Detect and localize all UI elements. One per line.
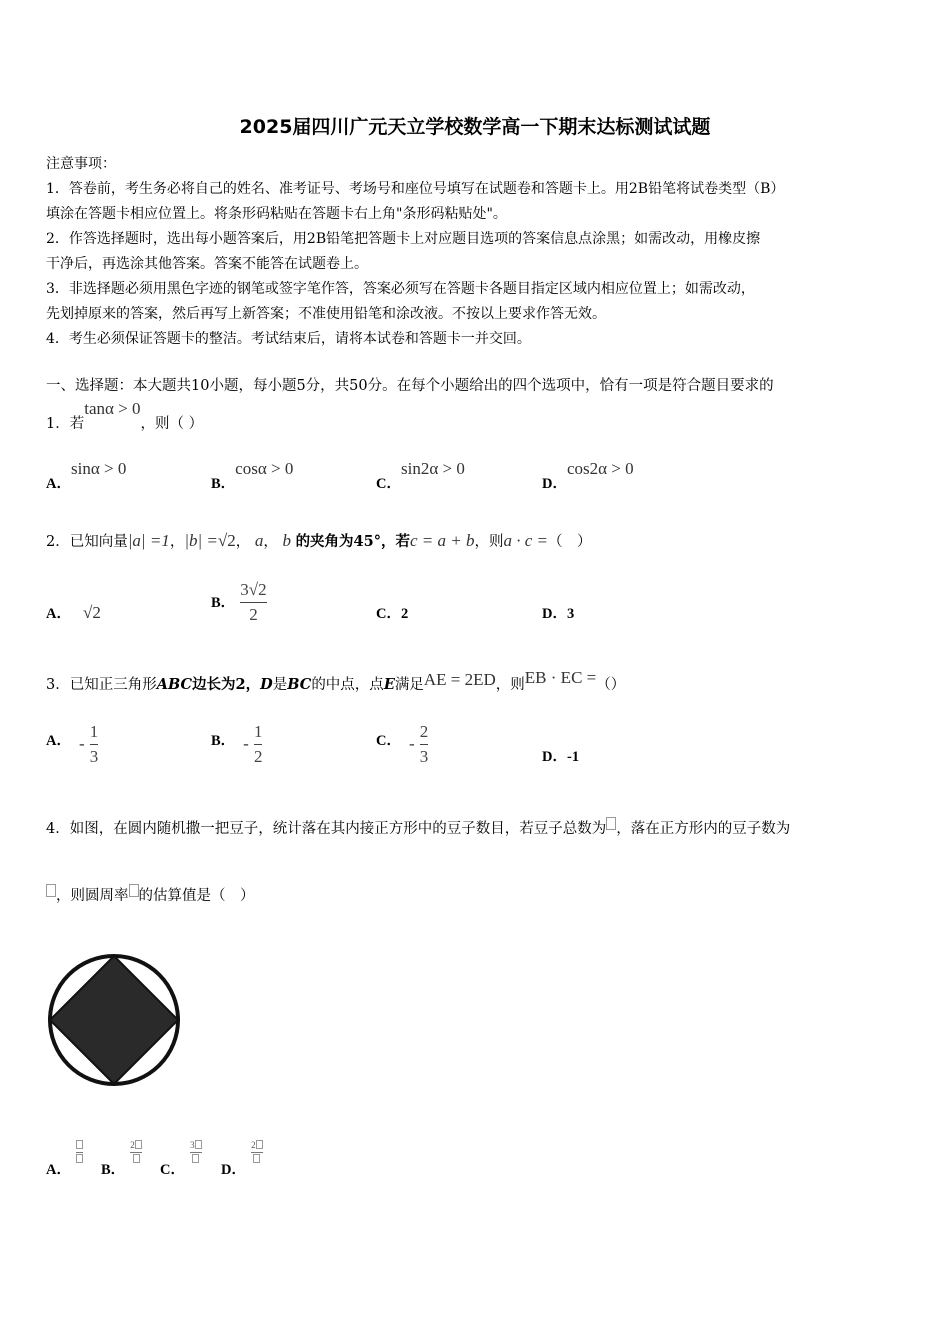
q3-option-c[interactable]: C． - $\frac{2}{3}$ [376,722,429,766]
q4-option-c[interactable]: C． 3 [160,1132,202,1163]
q2-option-d[interactable]: D．3 [542,606,575,622]
question-1-stem [46,399,204,433]
q1-condition: tanα > 0 [84,399,141,418]
notice-line: 注意事项： [46,156,116,172]
q1-option-d[interactable]: D．cos2α > 0 [542,459,634,492]
q3-option-b[interactable]: B． - $\frac{1}{2}$ [211,722,263,766]
notice-line: 1．答卷前，考生务必将自己的姓名、准考证号、考场号和座位号填写在试题卷和答题卡上。用2B铅笔将试卷类型（B） [46,181,785,197]
q4-option-a[interactable]: A． [46,1132,83,1163]
q2-option-c[interactable]: C．2 [376,606,409,622]
notice-block [46,152,916,352]
notice-line: 4．考生必须保证答题卡的整洁。考试结束后，请将本试卷和答题卡一并交回。 [46,331,531,347]
missing-glyph-icon [46,884,56,897]
missing-glyph-icon [253,1154,260,1163]
fraction: 2 [130,1140,142,1163]
q1-option-b[interactable]: B．cosα > 0 [211,459,294,492]
q3-option-a[interactable]: A． - $\frac{1}{3}$ [46,722,99,766]
question-4-stem-line1: 4．如图，在圆内随机撒一把豆子，统计落在其内接正方形中的豆子数目，若豆子总数为 ，落在正方形内的豆子数为 [46,817,790,838]
missing-glyph-icon [256,1140,263,1149]
q4-option-b[interactable]: B． 2 [101,1132,142,1163]
q1-tail: ，则（ ） [140,416,204,432]
missing-glyph-icon [195,1140,202,1149]
notice-line: 先划掉原来的答案，然后再写上新答案；不准使用铅笔和涂改液。不按以上要求作答无效。 [46,306,606,322]
q2-option-a[interactable]: A． √2 [46,603,101,622]
notice-line: 干净后，再选涂其他答案。答案不能答在试题卷上。 [46,256,368,272]
question-2-stem: 2．已知向量|a| =1，|b| =√2， a， b 的夹角为45°，若c = a + b，则a · c =（ ） [46,531,592,550]
missing-glyph-icon [129,884,139,897]
missing-glyph-icon [192,1154,199,1163]
notice-line: 2．作答选择题时，选出每小题答案后，用2B铅笔把答题卡上对应题目选项的答案信息点涂黑；如需改动，用橡皮擦 [46,231,761,247]
notice-line: 填涂在答题卡相应位置上。将条形码粘贴在答题卡右上角"条形码粘贴处"。 [46,206,507,222]
fraction: $\frac{1}{3}$ [89,722,99,766]
notice-line: 3．非选择题必须用黑色字迹的钢笔或签字笔作答，答案必须写在答题卡各题目指定区域内相应位置上；如需改动， [46,281,755,297]
q1-number: 1．若 [46,416,85,432]
fraction: $\frac{3√2}{2}$ [240,580,267,624]
q2-option-b[interactable]: B． $\frac{3√2}{2}$ [211,580,267,624]
fraction: $\frac{1}{2}$ [253,722,263,766]
fraction [76,1140,83,1163]
q2-a-norm: |a| =1 [127,531,170,550]
missing-glyph-icon [76,1140,83,1149]
q4-option-d[interactable]: D． 2 [221,1132,263,1163]
q2-b-norm: |b| = [184,531,218,550]
q2-dot-product: a · c = [503,531,549,550]
question-3-stem: 3．已知正三角形ABC边长为2，D是BC的中点，点E满足AE = 2ED，则EB · EC =（） [46,668,626,693]
q3-option-d[interactable]: D．-1 [542,749,580,765]
q2-c-definition: c = a + b [410,531,475,550]
missing-glyph-icon [133,1154,140,1163]
q3-expression: EB · EC = [524,668,597,687]
missing-glyph-icon [135,1140,142,1149]
missing-glyph-icon [76,1154,83,1163]
fraction: 2 [251,1140,263,1163]
circle-inscribed-square-figure [44,935,184,1095]
q3-condition: AE = 2ED [423,670,496,689]
q1-option-c[interactable]: C．sin2α > 0 [376,459,465,492]
fraction: $\frac{2}{3}$ [419,722,429,766]
q1-option-a[interactable]: A．sinα > 0 [46,459,127,492]
fraction: 3 [190,1140,202,1163]
question-4-stem-line2: ，则圆周率 的估算值是（ ） [46,884,255,905]
missing-glyph-icon [606,817,616,830]
section-heading: 一、选择题：本大题共10小题，每小题5分，共50分。在每个小题给出的四个选项中，恰有一项是符合题目要求的 [46,378,774,394]
page-title: 2025届四川广元天立学校数学高一下期末达标测试试题 [239,116,711,138]
